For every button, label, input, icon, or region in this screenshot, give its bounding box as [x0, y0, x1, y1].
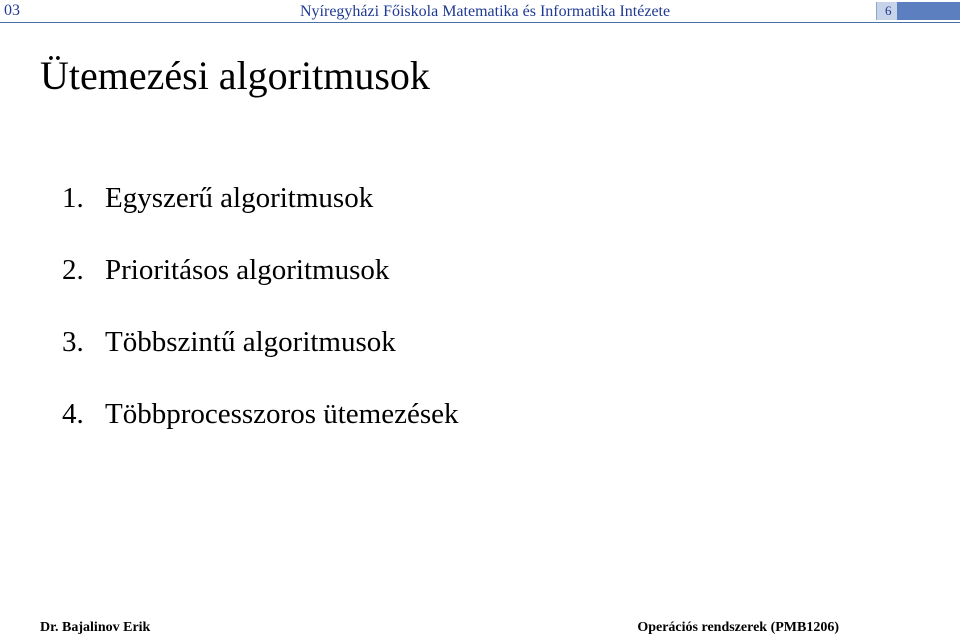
list-item-text: Többprocesszoros ütemezések [105, 398, 459, 430]
institute-name: Nyíregyházi Főiskola Matematika és Informatika Intézete [300, 3, 671, 20]
list-item-number: 4. [62, 398, 84, 430]
header-accent-strip [897, 2, 960, 20]
topic-list [62, 180, 459, 468]
list-item [62, 252, 459, 324]
list-item-text: Prioritásos algoritmusok [105, 254, 390, 286]
slide-header [0, 0, 960, 22]
list-item [62, 396, 459, 468]
page-number-box [876, 2, 960, 20]
slide-title: Ütemezési algoritmusok [40, 53, 430, 98]
list-item-number: 2. [62, 254, 84, 286]
list-item-text: Többszintű algoritmusok [105, 326, 396, 358]
list-item-text: Egyszerű algoritmusok [105, 182, 374, 214]
list-item [62, 180, 459, 252]
page-number: 6 [885, 3, 892, 18]
header-divider [0, 22, 960, 23]
footer-course: Operációs rendszerek (PMB1206) [637, 620, 839, 635]
list-item [62, 324, 459, 396]
list-item-number: 1. [62, 182, 84, 214]
list-item-number: 3. [62, 326, 84, 358]
footer-author: Dr. Bajalinov Erik [40, 620, 151, 635]
slide-code: 03 [4, 2, 20, 19]
